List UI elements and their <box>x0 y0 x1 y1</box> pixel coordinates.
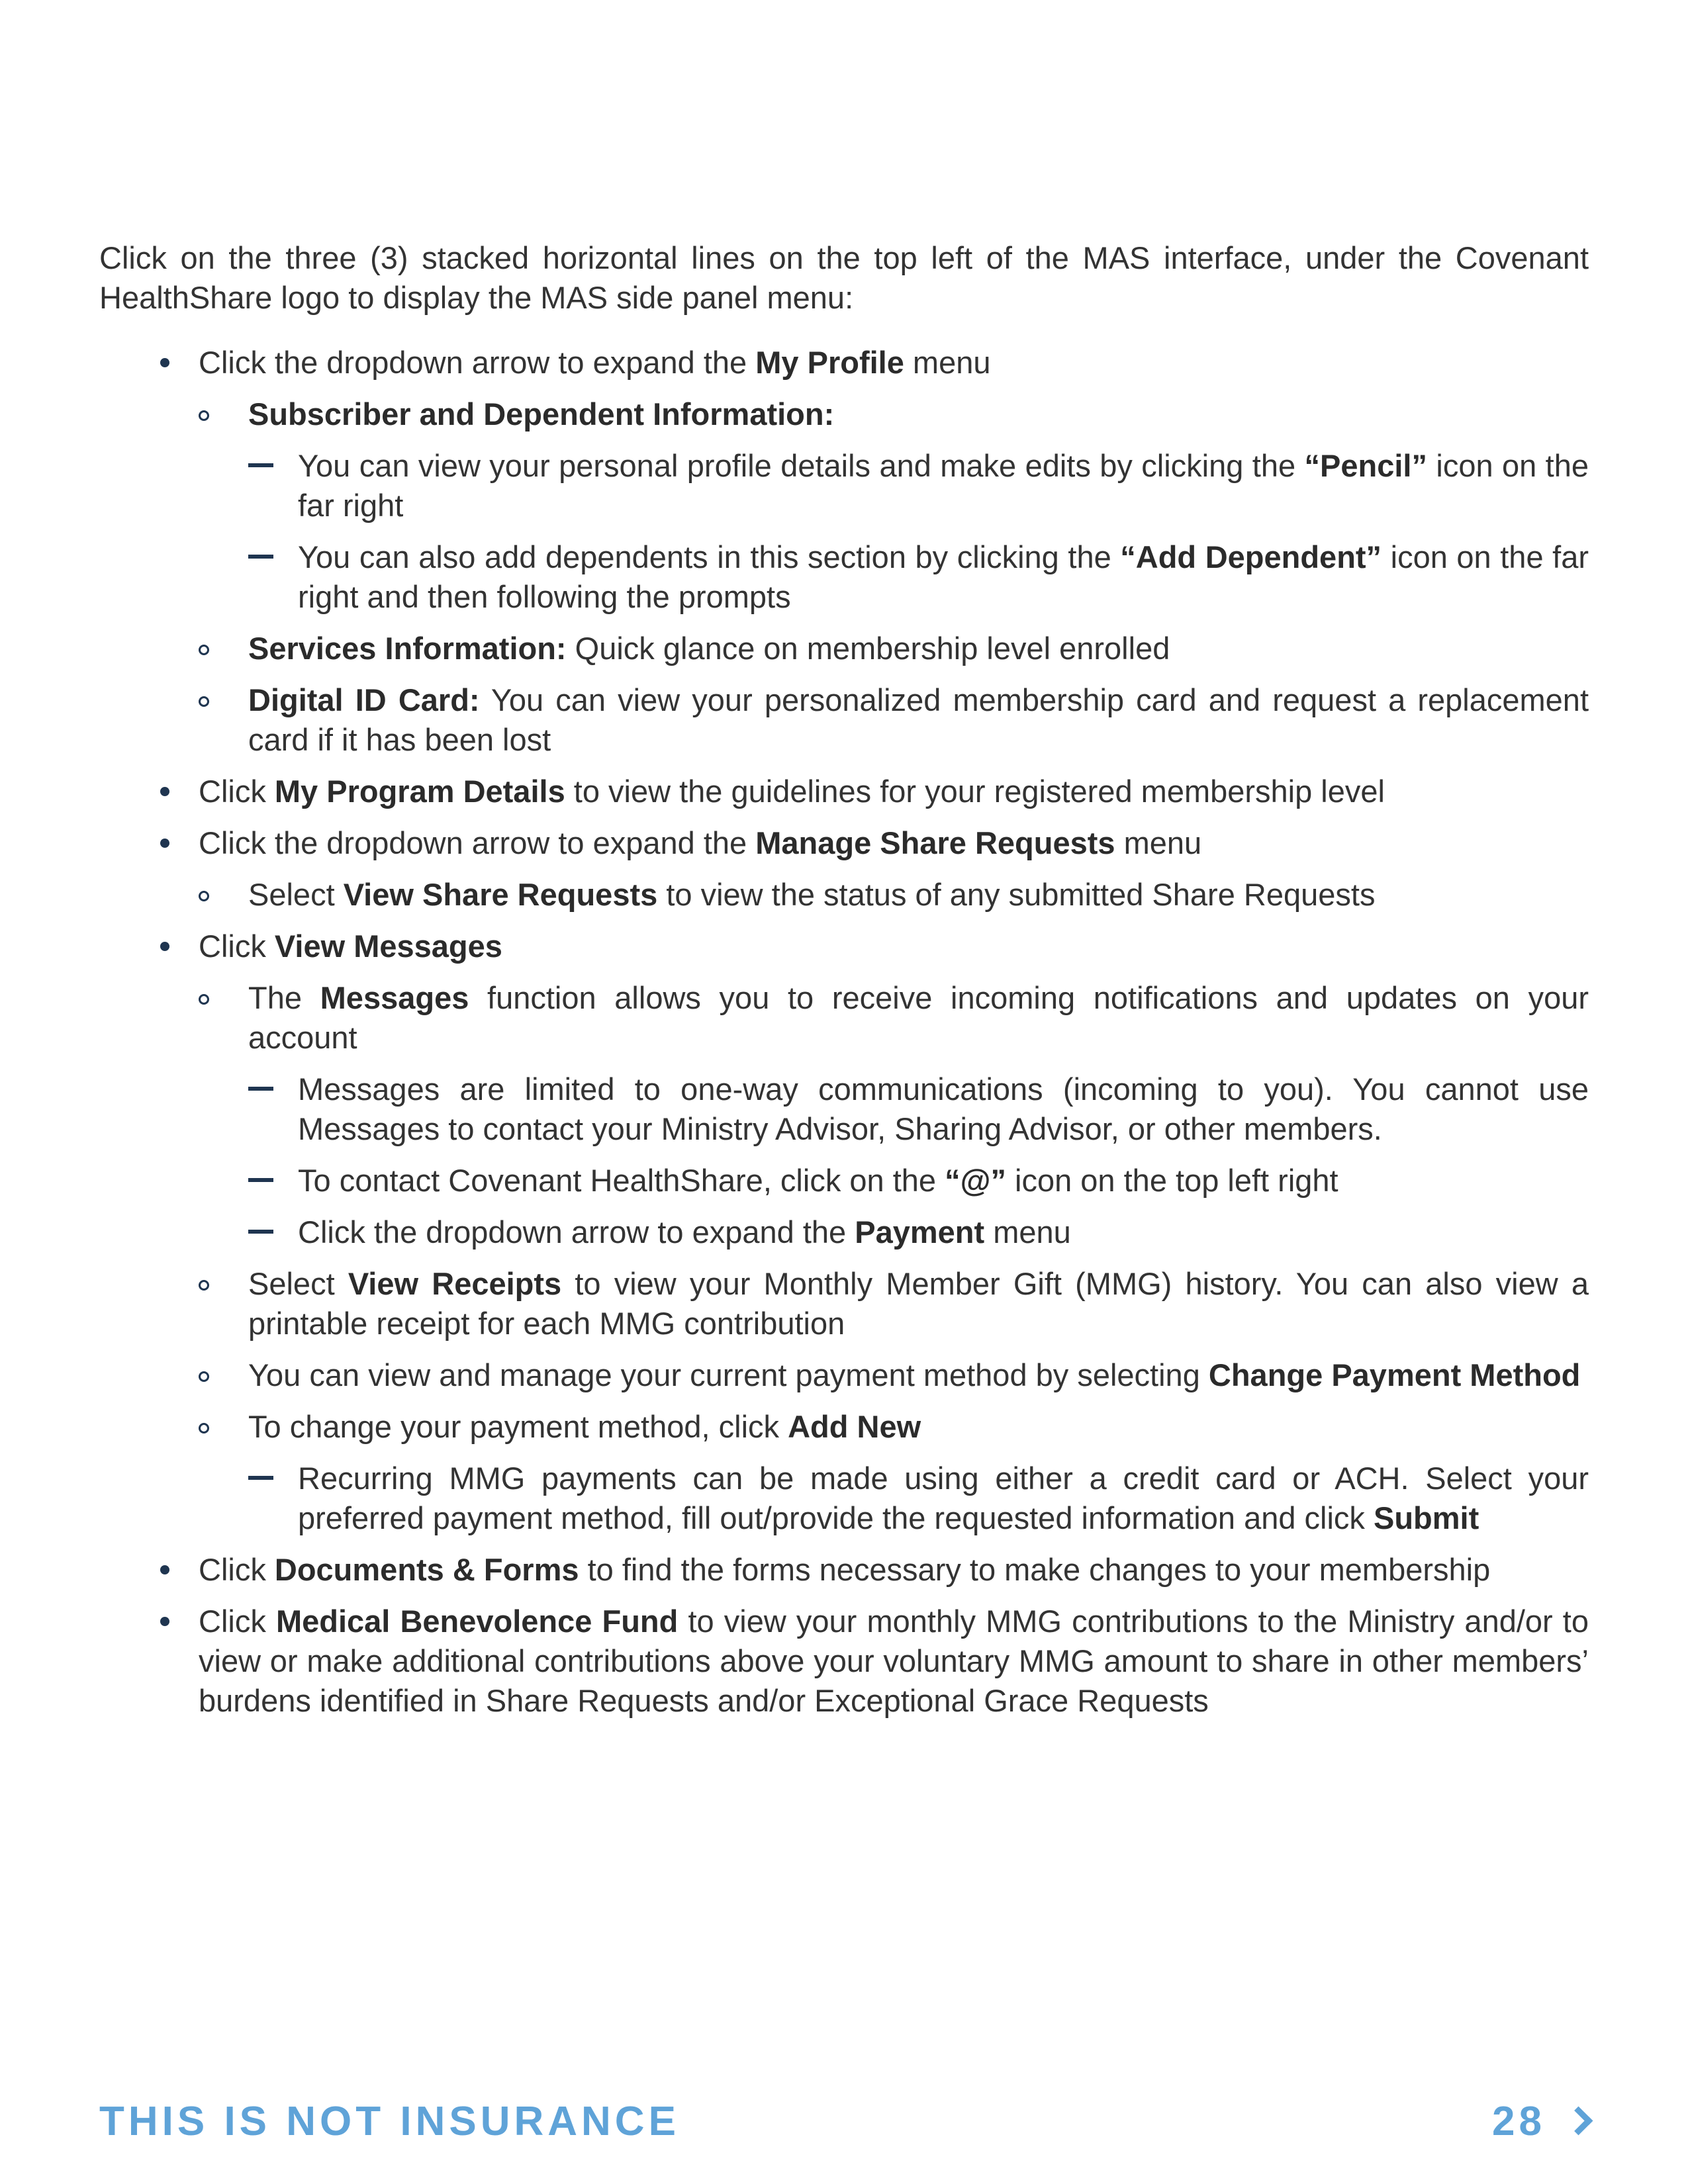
emphasized-term: Documents & Forms <box>274 1552 579 1587</box>
emphasized-term: Medical Benevolence Fund <box>275 1604 679 1639</box>
sub-list <box>248 1459 1589 1538</box>
list-item-text <box>199 1550 1589 1590</box>
item-text-fragment: You can view your personal profile details and make edits by clicking the <box>298 448 1305 483</box>
bullet-dot-icon <box>160 942 169 951</box>
list-item-level-1 <box>99 927 1589 1538</box>
item-text-fragment: icon on the far right <box>298 448 1589 523</box>
sub-list <box>248 1069 1589 1252</box>
item-text-fragment: The <box>248 980 320 1015</box>
list-item-text <box>248 978 1589 1058</box>
emphasized-term: Messages <box>320 980 469 1015</box>
item-text-fragment: to view the guidelines for your registered membership level <box>565 774 1385 809</box>
bullet-dash-icon <box>248 555 273 559</box>
document-body <box>99 238 1589 1733</box>
bullet-dot-icon <box>160 839 169 848</box>
footer-page-indicator <box>1492 2098 1589 2145</box>
emphasized-term: Digital ID Card: <box>248 682 480 717</box>
emphasized-term: My Profile <box>755 345 904 380</box>
sub-list <box>199 978 1589 1538</box>
emphasized-term: Submit <box>1374 1500 1479 1535</box>
bullet-circle-icon <box>199 1423 209 1433</box>
bullet-dash-icon <box>248 1230 273 1234</box>
bullet-circle-icon <box>199 410 209 421</box>
list-item-text <box>248 1407 1589 1447</box>
instruction-list <box>99 343 1589 1721</box>
list-item-level-2 <box>199 1355 1589 1395</box>
list-item-text <box>298 1161 1589 1201</box>
bullet-dot-icon <box>160 787 169 796</box>
item-text-fragment: icon on the far right and then following the prompts <box>298 539 1589 614</box>
bullet-dash-icon <box>248 463 273 467</box>
list-item-level-3 <box>248 1069 1589 1149</box>
list-item-text <box>248 1355 1589 1395</box>
item-text-fragment: Messages are limited to one-way communications (incoming to you). You cannot use Messages to contact your Ministry Advisor, Sharing Advisor, or other members. <box>298 1071 1589 1146</box>
item-text-fragment: Click the dropdown arrow to expand the <box>199 345 756 380</box>
bullet-circle-icon <box>199 1371 209 1382</box>
list-item-level-2 <box>199 1407 1589 1538</box>
list-item-text <box>248 1264 1589 1343</box>
list-item-level-1 <box>99 823 1589 915</box>
list-item-text <box>248 875 1589 915</box>
bullet-dash-icon <box>248 1476 273 1480</box>
item-text-fragment: menu <box>984 1214 1071 1250</box>
list-item-level-1 <box>99 343 1589 760</box>
list-item-text <box>298 1459 1589 1538</box>
bullet-dash-icon <box>248 1178 273 1182</box>
list-item-level-2 <box>199 875 1589 915</box>
item-text-fragment: menu <box>1115 825 1202 860</box>
bullet-dash-icon <box>248 1087 273 1091</box>
list-item-level-2 <box>199 394 1589 617</box>
bullet-circle-icon <box>199 994 209 1005</box>
list-item-level-3 <box>248 1161 1589 1201</box>
list-item-text <box>199 772 1589 811</box>
bullet-circle-icon <box>199 1280 209 1291</box>
item-text-fragment: Select <box>248 1266 348 1301</box>
list-item-level-2 <box>199 680 1589 760</box>
emphasized-term: Subscriber and Dependent Information: <box>248 396 835 432</box>
list-item-text <box>199 823 1589 863</box>
item-text-fragment: to view the status of any submitted Share Requests <box>657 877 1376 912</box>
item-text-fragment: to view your Monthly Member Gift (MMG) history. You can also view a printable receipt for each MMG contribution <box>248 1266 1589 1341</box>
emphasized-term: My Program Details <box>274 774 565 809</box>
chevron-right-icon[interactable] <box>1564 2107 1593 2136</box>
emphasized-term: Payment <box>855 1214 985 1250</box>
item-text-fragment: Quick glance on membership level enrolled <box>566 631 1170 666</box>
item-text-fragment: to view your monthly MMG contributions to the Ministry and/or to view or make additional contributions above your voluntary MMG amount to share in other members’ burdens identified in Share Requests and/or Exceptional Grace Requests <box>199 1604 1589 1718</box>
list-item-level-3 <box>248 1459 1589 1538</box>
item-text-fragment: Select <box>248 877 344 912</box>
sub-list <box>248 446 1589 617</box>
list-item-text <box>298 446 1589 525</box>
bullet-dot-icon <box>160 1617 169 1626</box>
bullet-dot-icon <box>160 1565 169 1574</box>
bullet-circle-icon <box>199 696 209 707</box>
emphasized-term: Add New <box>788 1409 921 1444</box>
list-item-level-3 <box>248 537 1589 617</box>
emphasized-term: View Receipts <box>348 1266 562 1301</box>
footer-notice: THIS IS NOT INSURANCE <box>99 2099 680 2144</box>
emphasized-term: Services Information: <box>248 631 567 666</box>
item-text-fragment: Click the dropdown arrow to expand the <box>199 825 756 860</box>
list-item-text <box>248 629 1589 668</box>
item-text-fragment: Click <box>199 1552 275 1587</box>
list-item-level-1 <box>99 772 1589 811</box>
emphasized-term: Manage Share Requests <box>755 825 1115 860</box>
item-text-fragment: icon on the top left right <box>1006 1163 1338 1198</box>
item-text-fragment: You can view and manage your current payment method by selecting <box>248 1357 1209 1392</box>
list-item-text <box>298 537 1589 617</box>
list-item-text <box>298 1212 1589 1252</box>
list-item-text <box>298 1069 1589 1149</box>
emphasized-term: “Pencil” <box>1304 448 1427 483</box>
list-item-text <box>199 927 1589 966</box>
emphasized-term: View Share Requests <box>343 877 658 912</box>
list-item-level-2 <box>199 1264 1589 1343</box>
list-item-level-3 <box>248 446 1589 525</box>
item-text-fragment: To change your payment method, click <box>248 1409 788 1444</box>
item-text-fragment: menu <box>904 345 991 380</box>
list-item-level-3 <box>248 1212 1589 1252</box>
list-item-text <box>199 1602 1589 1721</box>
emphasized-term: Change Payment Method <box>1208 1357 1581 1392</box>
bullet-dot-icon <box>160 358 169 367</box>
item-text-fragment: To contact Covenant HealthShare, click on the <box>298 1163 945 1198</box>
page-number: 28 <box>1492 2099 1546 2144</box>
bullet-circle-icon <box>199 645 209 655</box>
item-text-fragment: Click <box>199 1604 276 1639</box>
item-text-fragment: Recurring MMG payments can be made using either a credit card or ACH. Select your preferred payment method, fill out/provide the requested information and click <box>298 1461 1589 1535</box>
list-item-text <box>199 343 1589 383</box>
item-text-fragment: to find the forms necessary to make changes to your membership <box>579 1552 1491 1587</box>
list-item-level-1 <box>99 1550 1589 1590</box>
sub-list <box>199 875 1589 915</box>
item-text-fragment: Click the dropdown arrow to expand the <box>298 1214 855 1250</box>
emphasized-term: View Messages <box>274 929 502 964</box>
list-item-level-2 <box>199 629 1589 668</box>
list-item-text <box>248 680 1589 760</box>
list-item-level-1 <box>99 1602 1589 1721</box>
item-text-fragment: function allows you to receive incoming notifications and updates on your account <box>248 980 1589 1055</box>
list-item-text <box>248 394 1589 434</box>
sub-list <box>199 394 1589 760</box>
item-text-fragment: Click <box>199 929 275 964</box>
item-text-fragment: Click <box>199 774 275 809</box>
list-item-level-2 <box>199 978 1589 1252</box>
item-text-fragment: You can also add dependents in this section by clicking the <box>298 539 1121 574</box>
item-text-fragment: You can view your personalized membership card and request a replacement card if it has been lost <box>248 682 1589 757</box>
intro-paragraph: Click on the three (3) stacked horizontal lines on the top left of the MAS interface, under the Covenant HealthShare logo to display the MAS side panel menu: <box>99 240 1589 315</box>
bullet-circle-icon <box>199 891 209 901</box>
emphasized-term: “@” <box>945 1163 1006 1198</box>
emphasized-term: “Add Dependent” <box>1120 539 1382 574</box>
